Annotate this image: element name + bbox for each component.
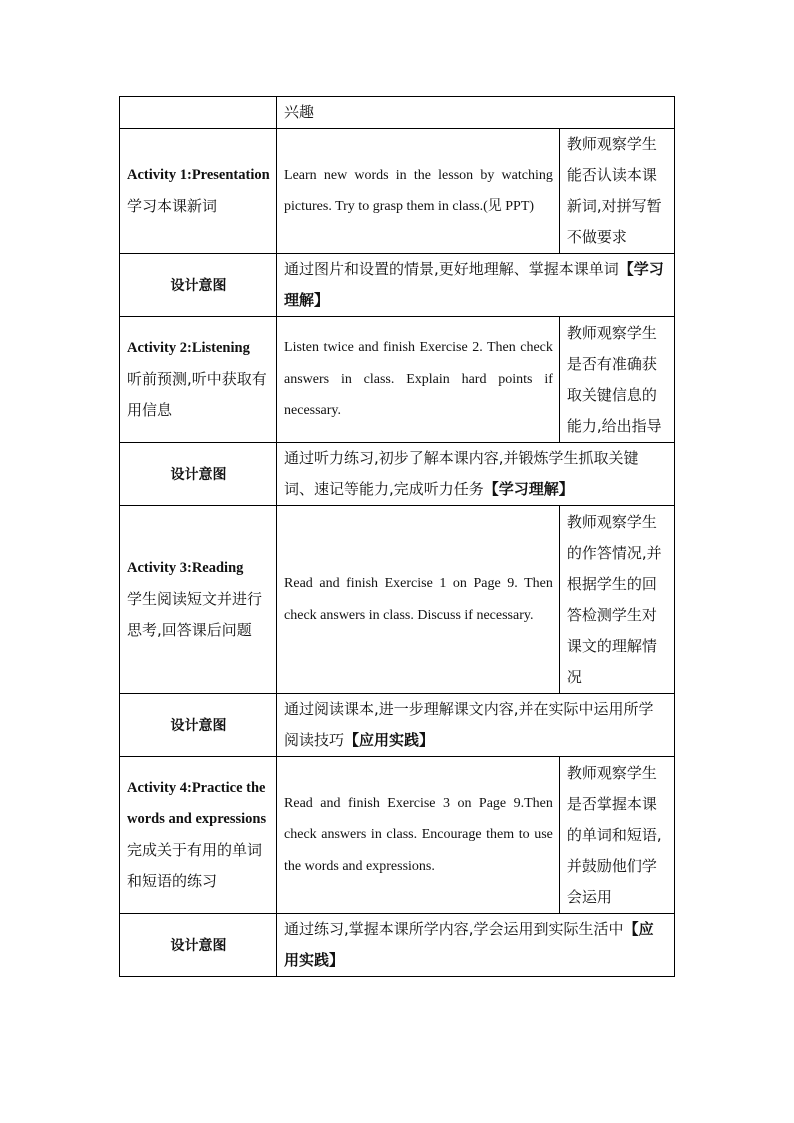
activity-4-content: Read and finish Exercise 3 on Page 9.Then check answers in class. Encourage them to use the words and expressions. [277,757,560,914]
intent-4-label: 设计意图 [120,914,277,977]
activity-2-evaluation: 教师观察学生是否有准确获取关键信息的能力,给出指导 [559,317,674,443]
activity-3-title-cell [120,506,277,694]
activity-1-content: Learn new words in the lesson by watching pictures. Try to grasp them in class.(见 PPT) [277,129,560,254]
activity-3-content: Read and finish Exercise 1 on Page 9. Then check answers in class. Discuss if necessary. [277,506,560,694]
activity-1-title-cn: 学习本课新词 [127,197,218,215]
intent-2-label: 设计意图 [120,443,277,506]
interest-text: 兴趣 [277,97,675,129]
intent-3-label: 设计意图 [120,694,277,757]
intent-2-text: 通过听力练习,初步了解本课内容,并锻炼学生抓取关键词、速记等能力,完成听力任务 [284,449,639,498]
table-row-activity-1 [120,129,675,254]
activity-4-title-cn: 完成关于有用的单词和短语的练习 [127,841,263,890]
intent-1-label: 设计意图 [120,254,277,317]
activity-1-title-en: Activity 1:Presentation [127,167,270,183]
activity-1-title-cell [120,129,277,254]
table-row-intent-2 [120,443,675,506]
activity-4-title-en: Activity 4:Practice the words and expressions [127,780,267,827]
intent-4-cell [277,914,675,977]
intent-2-cell [277,443,675,506]
activity-4-evaluation: 教师观察学生是否掌握本课的单词和短语,并鼓励他们学会运用 [559,757,674,914]
table-row-activity-3 [120,506,675,694]
intent-1-text: 通过图片和设置的情景,更好地理解、掌握本课单词 [284,260,619,278]
table-row-interest [120,97,675,129]
activity-4-title-cell [120,757,277,914]
activity-2-title-cn: 听前预测,听中获取有用信息 [127,370,267,419]
table-row-activity-2 [120,317,675,443]
intent-4-text: 通过练习,掌握本课所学内容,学会运用到实际生活中 [284,920,624,938]
intent-4-tag: 【应用实践】 [284,920,654,969]
lesson-plan-table [119,96,675,977]
intent-3-text: 通过阅读课本,进一步理解课文内容,并在实际中运用所学阅读技巧 [284,700,654,749]
intent-1-tag: 【学习理解】 [284,260,664,309]
intent-2-tag: 【学习理解】 [483,480,574,498]
table-row-intent-1 [120,254,675,317]
activity-2-content: Listen twice and finish Exercise 2. Then check answers in class. Explain hard points if necessary. [277,317,560,443]
activity-2-title-cell [120,317,277,443]
empty-cell [120,97,277,129]
activity-2-title-en: Activity 2:Listening [127,340,250,356]
activity-1-evaluation: 教师观察学生能否认读本课新词,对拼写暂不做要求 [559,129,674,254]
intent-1-cell [277,254,675,317]
table-row-activity-4 [120,757,675,914]
intent-3-cell [277,694,675,757]
activity-3-evaluation: 教师观察学生的作答情况,并根据学生的回答检测学生对课文的理解情况 [559,506,674,694]
table-row-intent-3 [120,694,675,757]
activity-3-title-cn: 学生阅读短文并进行思考,回答课后问题 [127,590,263,639]
activity-3-title-en: Activity 3:Reading [127,560,244,576]
table-row-intent-4 [120,914,675,977]
intent-3-tag: 【应用实践】 [344,731,435,749]
